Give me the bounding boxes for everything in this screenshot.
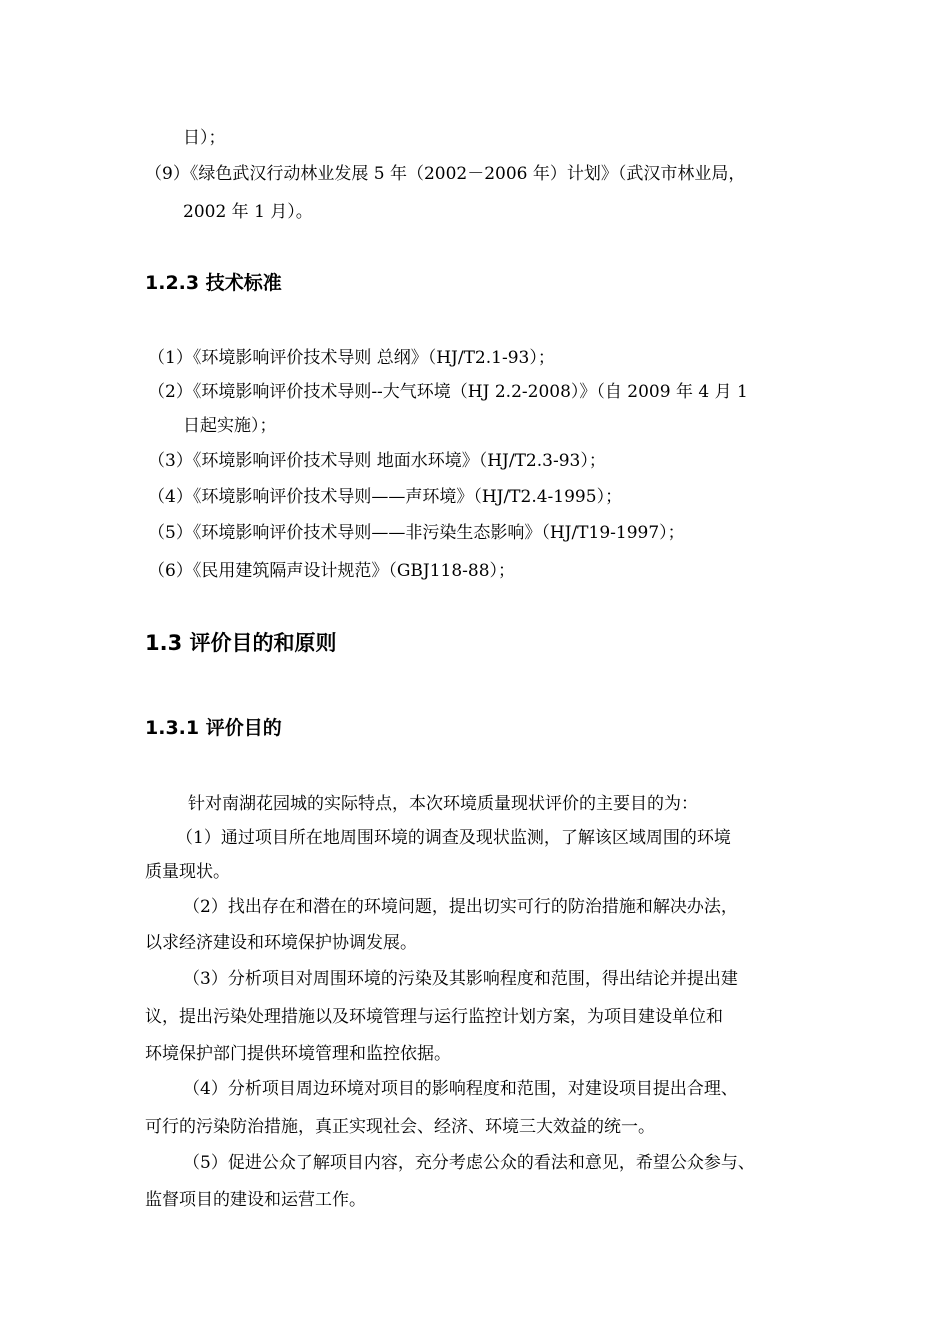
standard-item-1: （1）《环境影响评价技术导则 总纲》（HJ/T2.1-93）； xyxy=(148,348,555,368)
standard-item-6: （6）《民用建筑隔声设计规范》（GBJ118-88）； xyxy=(148,561,516,581)
standard-item-3: （3）《环境影响评价技术导则 地面水环境》（HJ/T2.3-93）； xyxy=(148,451,606,471)
continuation-text: 日）； xyxy=(183,128,226,148)
heading-1-2-3: 1.2.3 技术标准 xyxy=(145,272,282,294)
paragraph-line: （2）找出存在和潜在的环境问题，提出切实可行的防治措施和解决办法， xyxy=(183,897,738,917)
paragraph-line: （1）通过项目所在地周围环境的调查及现状监测，了解该区域周围的环境 xyxy=(176,828,731,848)
heading-1-3-1: 1.3.1 评价目的 xyxy=(145,717,282,739)
paragraph-line: 可行的污染防治措施，真正实现社会、经济、环境三大效益的统一。 xyxy=(145,1117,655,1137)
paragraph-line: （4）分析项目周边环境对项目的影响程度和范围，对建设项目提出合理、 xyxy=(183,1079,738,1099)
standard-item-4: （4）《环境影响评价技术导则——声环境》（HJ/T2.4-1995）； xyxy=(148,487,623,507)
standard-item-2-cont: 日起实施）； xyxy=(183,416,277,436)
standard-item-5: （5）《环境影响评价技术导则——非污染生态影响》（HJ/T19-1997）； xyxy=(148,523,685,543)
paragraph-line: 监督项目的建设和运营工作。 xyxy=(145,1190,366,1210)
paragraph-line: 议，提出污染处理措施以及环境管理与运行监控计划方案，为项目建设单位和 xyxy=(145,1007,723,1027)
paragraph-line: 质量现状。 xyxy=(145,862,230,882)
heading-1-3: 1.3 评价目的和原则 xyxy=(145,631,337,655)
paragraph-line: 环境保护部门提供环境管理和监控依据。 xyxy=(145,1044,451,1064)
paragraph-line: （5）促进公众了解项目内容，充分考虑公众的看法和意见，希望公众参与、 xyxy=(183,1153,755,1173)
standard-item-2: （2）《环境影响评价技术导则--大气环境（HJ 2.2-2008）》（自 2009 年 4 月 1 xyxy=(148,382,748,402)
paragraph-line: 以求经济建设和环境保护协调发展。 xyxy=(145,933,417,953)
paragraph-line: 针对南湖花园城的实际特点，本次环境质量现状评价的主要目的为： xyxy=(188,794,698,814)
regulation-item-9-cont: 2002 年 1 月）。 xyxy=(183,202,313,222)
paragraph-line: （3）分析项目对周围环境的污染及其影响程度和范围，得出结论并提出建 xyxy=(183,969,738,989)
regulation-item-9: （9）《绿色武汉行动林业发展 5 年（2002－2006 年）计划》（武汉市林业局， xyxy=(145,164,746,184)
